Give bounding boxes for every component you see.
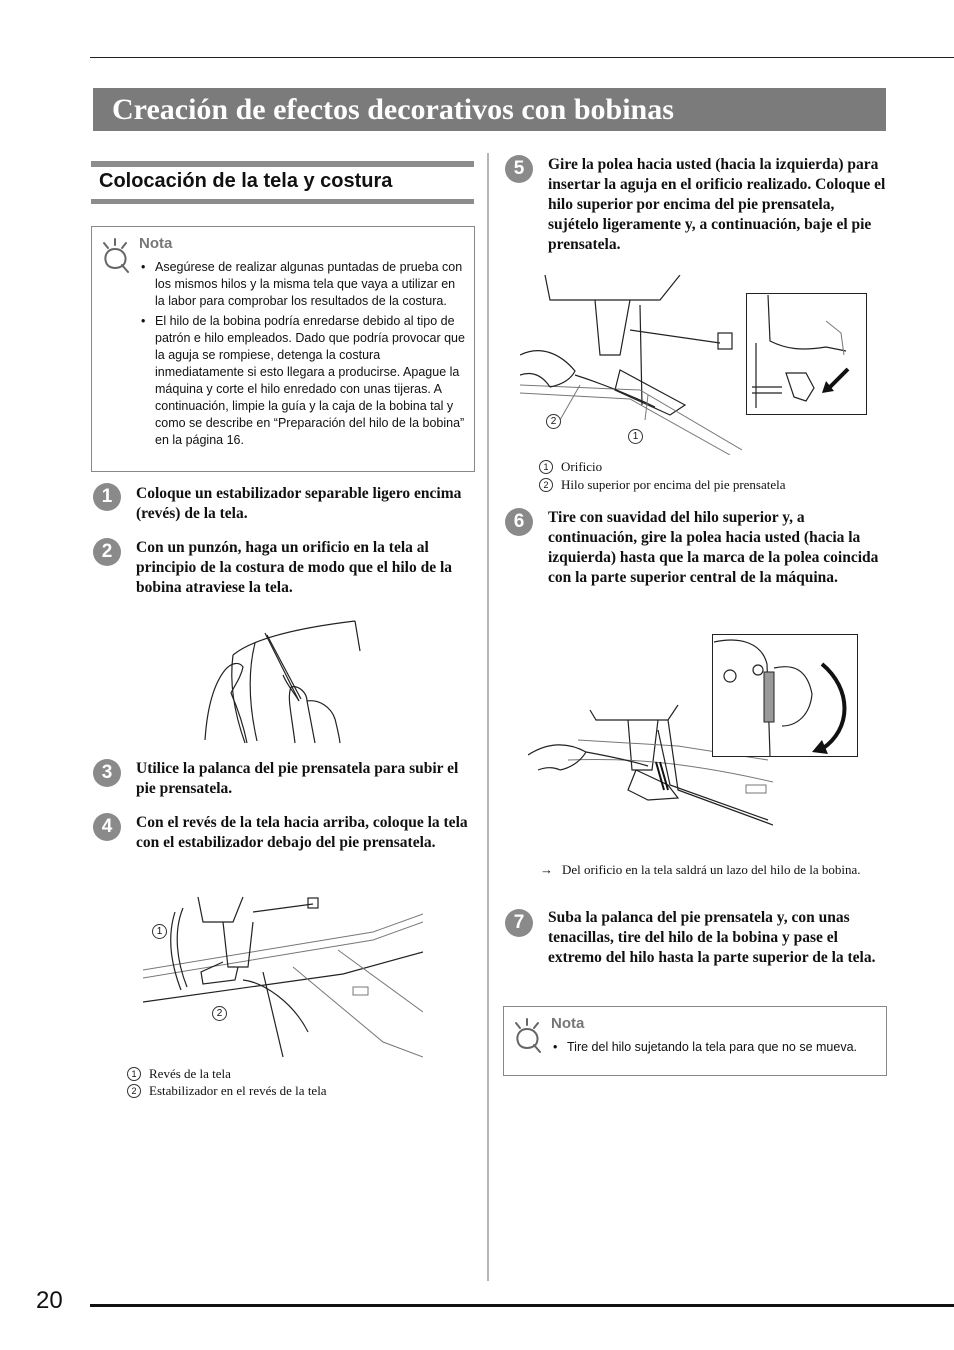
step-number-2: 2 xyxy=(93,538,121,566)
pulley-inset-illustration xyxy=(746,293,867,415)
step-text-3: Utilice la palanca del pie prensatela para subir el pie prensatela. xyxy=(136,760,459,797)
awl-hole-illustration xyxy=(195,615,370,745)
note-box xyxy=(503,1006,887,1076)
note-title: Nota xyxy=(139,235,173,252)
step-text-6: Tire con suavidad del hilo superior y, a continuación, gire la polea hacia usted (hacia la izquierda) hasta que la marca de la polea coincida con la parte superior central de la máquina. xyxy=(548,509,879,586)
step-number-6: 6 xyxy=(505,508,533,536)
figure-caption-2 xyxy=(127,1082,457,1099)
figure-caption-2 xyxy=(539,476,879,493)
step-text-4: Con el revés de la tela hacia arriba, coloque la tela con el estabilizador debajo del pie prensatela. xyxy=(136,814,468,851)
fabric-under-foot-illustration xyxy=(143,892,423,1062)
caption-number: 2 xyxy=(127,1084,141,1098)
step-number-3: 3 xyxy=(93,759,121,787)
section-heading-bottom-bar xyxy=(91,199,474,204)
pulley-mark-inset-illustration xyxy=(712,634,858,757)
page-number: 20 xyxy=(36,1287,63,1314)
bottom-rule xyxy=(90,1304,954,1307)
note-title: Nota xyxy=(551,1015,585,1032)
figure-caption-1 xyxy=(127,1065,457,1082)
step-text-7: Suba la palanca del pie prensatela y, con unas tenacillas, tire del hilo de la bobina y pase el extremo del hilo hasta la parte superior de la tela. xyxy=(548,909,876,966)
caption-number: 1 xyxy=(127,1067,141,1081)
caption-number: 1 xyxy=(539,460,553,474)
section-heading-text: Colocación de la tela y costura xyxy=(99,170,393,192)
step-number-4: 4 xyxy=(93,813,121,841)
section-heading-top-bar xyxy=(91,161,474,167)
step-text-5: Gire la polea hacia usted (hacia la izquierda) para insertar la aguja en el orificio realizado. Coloque el hilo superior por encima del pie prensatela, sujételo ligeramente y, a continuación, baje el pie prensatela. xyxy=(548,156,886,253)
note-lightbulb-icon xyxy=(512,1017,544,1055)
result-arrow: → xyxy=(540,862,553,877)
caption-text: Orificio xyxy=(561,459,603,474)
caption-number: 2 xyxy=(539,478,553,492)
caption-text: Revés de la tela xyxy=(149,1066,231,1081)
note-list xyxy=(140,259,465,452)
note-lightbulb-icon xyxy=(100,237,132,275)
note-item: • Tire del hilo sujetando la tela para que no se mueva. xyxy=(552,1039,882,1056)
section-heading xyxy=(91,161,474,205)
page-title: Creación de efectos decorativos con bobinas xyxy=(93,88,886,131)
figure-callout: 2 xyxy=(212,1006,227,1021)
step-number-5: 5 xyxy=(505,155,533,183)
top-rule xyxy=(90,57,954,58)
figure-callout: 1 xyxy=(152,924,167,939)
figure-caption-1 xyxy=(539,458,869,475)
note-item: • Asegúrese de realizar algunas puntadas de prueba con los mismos hilos y la misma tela que vaya a utilizar en la labor para comprobar los resultados de la costura. xyxy=(140,259,465,310)
step-result-text: Del orificio en la tela saldrá un lazo del hilo de la bobina. xyxy=(562,862,861,877)
note-item: • El hilo de la bobina podría enredarse debido al tipo de patrón e hilo empleados. Dado que podría provocar que la aguja se rompiese, detenga la costura inmediatamente si esto llegara a producirse. Apague la máquina y corte el hilo enredado con unas tijeras. A continuación, limpie la guía y la caja de la bobina tal y como se describe en “Preparación del hilo de la bobina” en la página 16. xyxy=(140,313,465,449)
step-number-1: 1 xyxy=(93,483,121,511)
column-divider xyxy=(487,153,489,1281)
figure-callout: 2 xyxy=(546,414,561,429)
step-text-2: Con un punzón, haga un orificio en la tela al principio de la costura de modo que el hilo de la bobina atraviese la tela. xyxy=(136,539,453,596)
note-box xyxy=(91,226,475,472)
step-text-1: Coloque un estabilizador separable ligero encima (revés) de la tela. xyxy=(136,485,462,522)
caption-text: Estabilizador en el revés de la tela xyxy=(149,1083,327,1098)
caption-text: Hilo superior por encima del pie prensatela xyxy=(561,477,786,492)
note-list xyxy=(552,1039,882,1059)
figure-callout: 1 xyxy=(628,429,643,444)
step-number-7: 7 xyxy=(505,909,533,937)
